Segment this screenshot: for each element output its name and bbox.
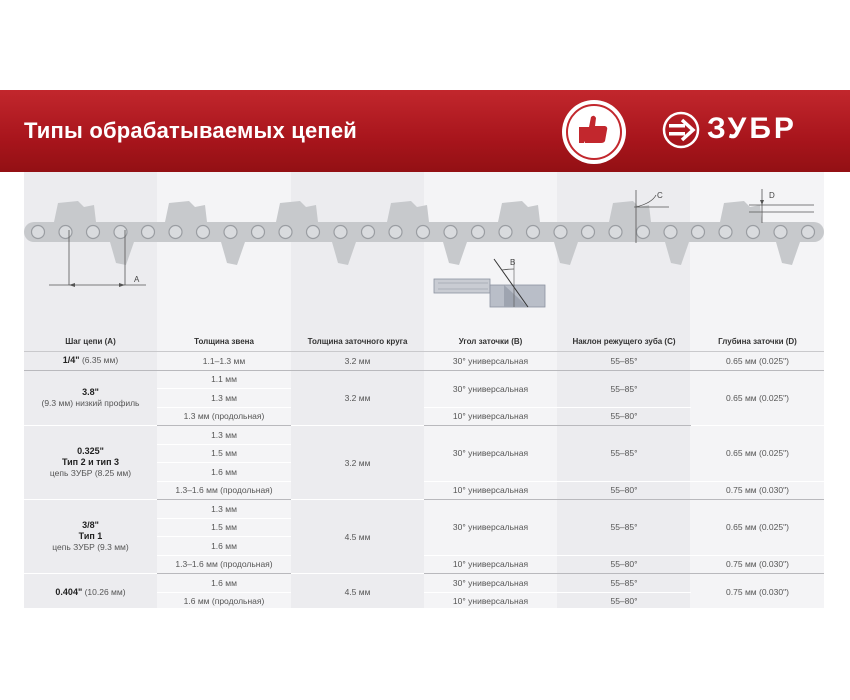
chain-spec-table [24, 331, 824, 611]
link-cell: 1.3–1.6 мм (продольная) [157, 555, 291, 574]
chain-rivet [252, 226, 265, 239]
chain-rivet [472, 226, 485, 239]
chain-tooth [165, 201, 207, 222]
wheel-cell: 3.2 мм [291, 426, 424, 500]
quality-badge-icon [553, 97, 635, 167]
chain-drive-link [332, 242, 356, 265]
brand-arrow-icon [662, 110, 702, 150]
link-cell: 1.3 мм [157, 500, 291, 519]
chain-illustration [24, 185, 824, 325]
chain-rivet [747, 226, 760, 239]
page-title: Типы обрабатываемых цепей [24, 118, 358, 143]
wheel-cell: 3.2 мм [291, 370, 424, 426]
tilt-cell: 55–80° [557, 407, 691, 426]
tilt-cell: 55–85° [557, 370, 691, 407]
tilt-cell: 55–80° [557, 555, 691, 574]
chain-tooth [498, 201, 540, 222]
angle-cell: 10° универсальная [424, 407, 557, 426]
angle-cell: 30° универсальная [424, 352, 557, 371]
depth-cell: 0.65 мм (0.025") [691, 500, 824, 556]
header-tooth-tilt: Наклон режущего зуба (C) [557, 331, 691, 352]
tilt-cell: 55–80° [557, 592, 691, 611]
chain-drive-link [554, 242, 578, 265]
wheel-cell: 4.5 мм [291, 574, 424, 611]
link-cell: 1.3 мм [157, 389, 291, 408]
label-b: B [510, 258, 516, 267]
chain-rivet [692, 226, 705, 239]
chain-rivet [87, 226, 100, 239]
brand-name: ЗУБР [707, 112, 797, 145]
depth-cell: 0.75 мм (0.030") [691, 574, 824, 611]
depth-cell: 0.75 мм (0.030") [691, 481, 824, 500]
link-cell: 1.1 мм [157, 370, 291, 389]
chain-rivet [362, 226, 375, 239]
link-cell: 1.3 мм (продольная) [157, 407, 291, 426]
link-cell: 1.3–1.6 мм (продольная) [157, 481, 291, 500]
table-row [24, 574, 824, 593]
chain-drive-link [665, 242, 689, 265]
chain-rivet [307, 226, 320, 239]
table-row [24, 500, 824, 519]
wheel-cell: 4.5 мм [291, 500, 424, 574]
table-row [24, 426, 824, 445]
depth-cell: 0.65 мм (0.025") [691, 370, 824, 426]
label-d: D [769, 191, 775, 200]
tilt-cell: 55–85° [557, 352, 691, 371]
chain-rivet [582, 226, 595, 239]
header-angle: Угол заточки (B) [424, 331, 557, 352]
chain-tooth [276, 201, 318, 222]
angle-cell: 30° универсальная [424, 370, 557, 407]
chain-rivet [417, 226, 430, 239]
chain-drive-link [776, 242, 800, 265]
chain-rivet [224, 226, 237, 239]
chain-rivet [444, 226, 457, 239]
pitch-cell: 3/8" Тип 1 цепь ЗУБР (9.3 мм) [24, 500, 157, 574]
chain-rivet [197, 226, 210, 239]
sharpening-angle-diagram [432, 255, 552, 325]
tilt-cell: 55–85° [557, 574, 691, 593]
tilt-cell: 55–85° [557, 500, 691, 556]
chain-drive-link [110, 242, 134, 265]
chain-rivet [527, 226, 540, 239]
angle-cell: 10° универсальная [424, 555, 557, 574]
chain-rivet [802, 226, 815, 239]
chain-rivet [719, 226, 732, 239]
table-row [24, 352, 824, 371]
header-depth: Глубина заточки (D) [691, 331, 824, 352]
chain-rivet [774, 226, 787, 239]
chain-tooth [387, 201, 429, 222]
chain-rivet [169, 226, 182, 239]
chain-rivet [279, 226, 292, 239]
chain-rivet [59, 226, 72, 239]
link-cell: 1.5 мм [157, 518, 291, 537]
link-cell: 1.6 мм [157, 463, 291, 482]
angle-cell: 30° универсальная [424, 574, 557, 593]
chain-rivet [32, 226, 45, 239]
label-a: A [134, 275, 140, 284]
wheel-cell: 3.2 мм [291, 352, 424, 371]
link-cell: 1.5 мм [157, 444, 291, 463]
pitch-cell: 1/4" (6.35 мм) [24, 352, 157, 371]
header-banner [0, 90, 850, 172]
link-cell: 1.3 мм [157, 426, 291, 445]
table-row [24, 370, 824, 389]
header-wheel-thickness: Толщина заточного круга [291, 331, 424, 352]
chain-drive-link [221, 242, 245, 265]
angle-cell: 30° универсальная [424, 426, 557, 482]
chain-tooth [54, 201, 96, 222]
pitch-cell: 0.404" (10.26 мм) [24, 574, 157, 611]
link-cell: 1.6 мм (продольная) [157, 592, 291, 611]
brand-logo [662, 110, 832, 150]
chain-rivet [664, 226, 677, 239]
header-pitch: Шаг цепи (A) [24, 331, 157, 352]
link-cell: 1.1–1.3 мм [157, 352, 291, 371]
chain-rivet [637, 226, 650, 239]
chain-tooth [720, 201, 762, 222]
chain-rivet [499, 226, 512, 239]
angle-cell: 30° универсальная [424, 500, 557, 556]
angle-cell: 10° универсальная [424, 481, 557, 500]
chain-rivet [334, 226, 347, 239]
chain-rivet [554, 226, 567, 239]
link-cell: 1.6 мм [157, 537, 291, 556]
depth-cell: 0.65 мм (0.025") [691, 426, 824, 482]
chain-rivet [389, 226, 402, 239]
tilt-cell: 55–80° [557, 481, 691, 500]
label-c: C [657, 191, 663, 200]
depth-cell: 0.65 мм (0.025") [691, 352, 824, 371]
angle-cell: 10° универсальная [424, 592, 557, 611]
tilt-cell: 55–85° [557, 426, 691, 482]
link-cell: 1.6 мм [157, 574, 291, 593]
pitch-cell: 3.8" (9.3 мм) низкий профиль [24, 370, 157, 426]
depth-cell: 0.75 мм (0.030") [691, 555, 824, 574]
pitch-cell: 0.325" Тип 2 и тип 3 цепь ЗУБР (8.25 мм) [24, 426, 157, 500]
header-link-thickness: Толщина звена [157, 331, 291, 352]
chain-rivet [609, 226, 622, 239]
table-header-row [24, 331, 824, 352]
chain-rivet [142, 226, 155, 239]
